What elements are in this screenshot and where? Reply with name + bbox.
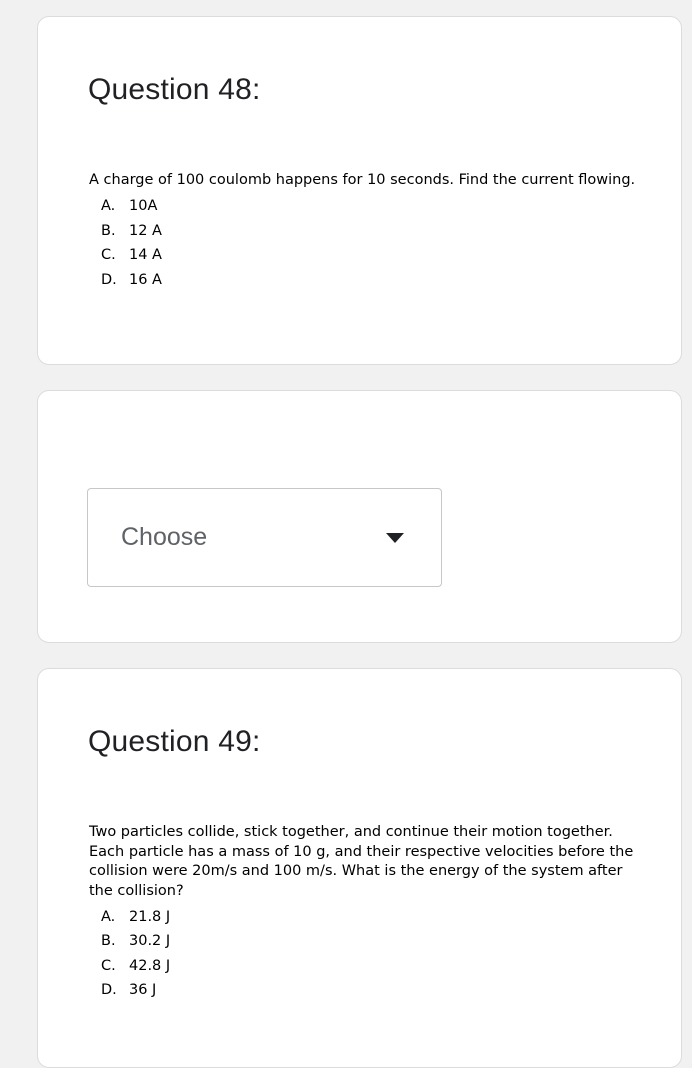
answer-option — [89, 954, 649, 979]
option-text: 10A — [129, 198, 158, 214]
option-letter: A. — [101, 908, 116, 925]
question-text: A charge of 100 coulomb happens for 10 seconds. Find the current flowing. — [89, 172, 636, 188]
answer-options-list — [89, 195, 649, 293]
option-text: 36 J — [129, 982, 157, 998]
answer-option — [89, 905, 649, 930]
option-letter: B. — [101, 933, 116, 949]
option-text: 30.2 J — [129, 933, 171, 949]
option-letter: C. — [101, 957, 116, 974]
answer-option — [89, 195, 649, 220]
question-body — [89, 823, 649, 1003]
option-text: 16 A — [129, 271, 162, 288]
answer-option — [89, 244, 649, 269]
option-letter: D. — [101, 271, 117, 288]
answer-dropdown[interactable] — [87, 488, 442, 587]
answer-option — [89, 268, 649, 293]
question-text: Two particles collide, stick together, and continue their motion together. Each particle has a mass of 10 g, and their respective velocities before the collision were 20m/s and 100 m/s. What is the energy of the system after the collision? — [89, 824, 634, 899]
option-text: 21.8 J — [129, 908, 171, 925]
triangle-down-icon — [386, 533, 404, 543]
question-49-card — [37, 668, 682, 1068]
dropdown-selected-value: Choose — [121, 523, 208, 551]
option-text: 42.8 J — [129, 957, 171, 974]
option-letter: A. — [101, 198, 116, 214]
answer-options-list — [89, 905, 649, 1003]
question-48-card — [37, 16, 682, 365]
option-text: 14 A — [129, 247, 162, 263]
answer-option — [89, 979, 649, 1004]
question-body — [89, 171, 649, 293]
answer-option — [89, 930, 649, 955]
option-letter: B. — [101, 222, 116, 239]
question-title: Question 48: — [88, 73, 261, 106]
option-text: 12 A — [129, 222, 162, 239]
option-letter: C. — [101, 247, 116, 263]
answer-option — [89, 219, 649, 244]
option-letter: D. — [101, 982, 117, 998]
answer-select-card — [37, 390, 682, 643]
question-title: Question 49: — [88, 725, 261, 758]
